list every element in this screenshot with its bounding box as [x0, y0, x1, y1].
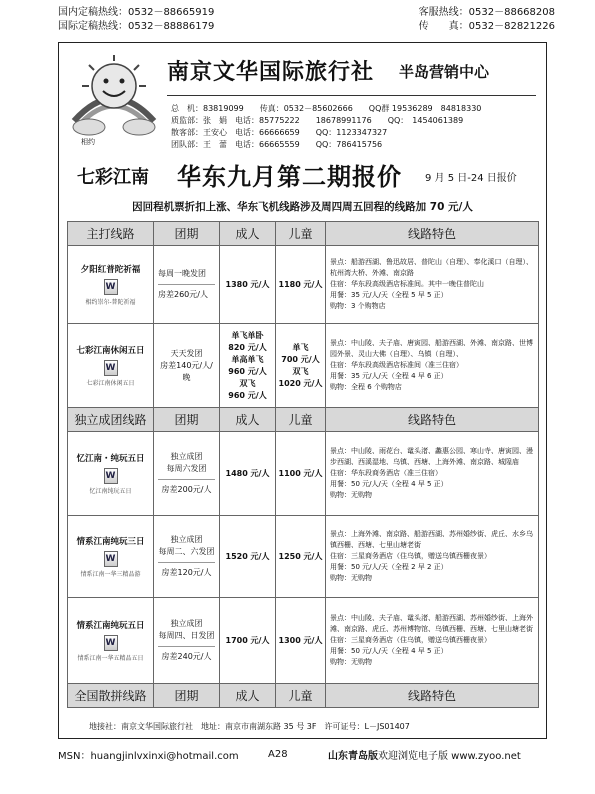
document-name[interactable]: 情系江南一华三精品游 [80, 571, 141, 578]
table-row [68, 324, 539, 408]
route-name: 忆江南・纯玩五日 [76, 454, 145, 464]
header-group: 团期 [154, 684, 220, 708]
feature-line: 景点：中山陵、夫子庙、鼋头渚、船游西湖、苏州婚纱街、上海外滩、南京路、虎丘、苏州博物馆、乌镇西栅、西塘、七里山塘老街 [330, 614, 533, 633]
feature-line: 用餐：35 元/人/天（全程 5 早 5 正） [330, 291, 448, 299]
price-line: 单飞单卧 [231, 330, 264, 340]
word-document-icon[interactable]: W [104, 551, 118, 567]
feature-line: 景点：中山陵、雨花台、鼋头渚、蠡惠公园、寒山寺、唐寅园、漫步西湖、西溪湿地、乌镇、西塘、上海外滩、南京路、城隍庙 [330, 447, 533, 466]
route-name: 七彩江南休闲五日 [76, 346, 145, 356]
price-line: 960 元/人 [228, 366, 267, 376]
feature-line: 住宿：华东段商务酒店（准三住宿） [330, 469, 442, 477]
child-price: 1300 元/人 [276, 598, 326, 684]
feature-line: 景点：上海外滩、南京路、船游西湖、苏州婚纱街、虎丘、水乡乌镇西栅、西塘、七里山塘老街 [330, 530, 533, 549]
adult-price: 1520 元/人 [220, 516, 276, 598]
table-row [68, 432, 539, 516]
price-notice: 因回程机票折扣上涨、华东飞机线路涉及周四周五回程的线路加 70 元/人 [132, 201, 473, 213]
group-type: 独立成团 [170, 619, 203, 628]
table-header-row [68, 684, 539, 708]
feature-line: 购物：无购物 [330, 658, 372, 666]
feature-line: 购物：3 个购物店 [330, 302, 386, 310]
group-type: 独立成团 [170, 535, 203, 544]
group-schedule: 天天发团 [170, 348, 203, 358]
agency-name: 南京文华国际旅行社 [167, 59, 375, 85]
document-name[interactable]: 相约崇尔-普陀祈福 [85, 299, 136, 306]
feature-line: 购物：全程 6 个购物店 [330, 383, 402, 391]
word-document-icon[interactable]: W [104, 468, 118, 484]
group-schedule: 每周一晚发团 [158, 269, 206, 278]
feature-line: 用餐：35 元/人/天（全程 4 早 6 正） [330, 372, 448, 380]
room-surcharge: 房差260元/人 [158, 284, 215, 301]
header-child: 儿童 [276, 222, 326, 246]
table-row [68, 598, 539, 684]
contact-list [171, 103, 481, 151]
child-price: 1250 元/人 [276, 516, 326, 598]
price-line: 双飞 [292, 366, 309, 376]
header-child: 儿童 [276, 408, 326, 432]
page-title: 华东九月第二期报价 [177, 162, 402, 191]
route-features [326, 432, 539, 516]
feature-line: 用餐：50 元/人/天（全程 4 早 5 正） [330, 480, 448, 488]
child-price: 1180 元/人 [276, 246, 326, 324]
agency-header [59, 43, 546, 155]
group-type: 独立成团 [170, 452, 203, 461]
feature-line: 用餐：50 元/人/天（全程 2 早 2 正） [330, 563, 448, 571]
top-hotlines [58, 6, 555, 36]
feature-line: 购物：无购物 [330, 491, 372, 499]
feature-line: 住宿：华东段高级酒店标准间（准三住宿） [330, 361, 463, 369]
table-header-row [68, 222, 539, 246]
route-name: 夕阳红普陀祈福 [80, 265, 141, 275]
header-child: 儿童 [276, 684, 326, 708]
document-name[interactable]: 七彩江南休闲五日 [86, 380, 135, 387]
website-slogan: 欢迎浏览电子版 www.zyoo.net [378, 751, 521, 762]
feature-line: 住宿：三星商务酒店（住乌镇，赠送乌镇西栅夜景） [330, 552, 491, 560]
word-document-icon[interactable]: W [104, 360, 118, 376]
room-surcharge: 房差200元/人 [158, 479, 215, 496]
route-features [326, 516, 539, 598]
feature-line: 景点：中山陵、夫子庙、唐寅园、船游西湖、外滩、南京路、世博园外景、灵山大佛（自理）、乌镇（自理）、 [330, 339, 533, 358]
header-adult: 成人 [220, 222, 276, 246]
header-route: 主打线路 [68, 222, 154, 246]
table-row [68, 246, 539, 324]
quote-date: 9 月 5 日-24 日报价 [425, 173, 517, 184]
table-header-row [68, 408, 539, 432]
child-price: 1100 元/人 [276, 432, 326, 516]
page-footer [58, 747, 547, 762]
child-price [276, 324, 326, 408]
header-features: 线路特色 [326, 222, 539, 246]
contact-row: 团队部：王 蕾 电话：66665559 QQ：786415756 [171, 140, 383, 149]
word-document-icon[interactable]: W [104, 635, 118, 651]
feature-line: 购物：无购物 [330, 574, 372, 582]
service-hotline: 客服热线：0532－88668208 [418, 7, 555, 18]
smiling-sun-icon [69, 51, 159, 141]
adult-price: 1700 元/人 [220, 598, 276, 684]
document-name[interactable]: 情系江南一华五精品五日 [77, 655, 144, 662]
adult-price: 1380 元/人 [220, 246, 276, 324]
header-group: 团期 [154, 408, 220, 432]
route-name: 情系江南纯玩五日 [76, 621, 145, 631]
feature-line: 景点：船游西湖、鲁迅故居、普陀山（自理）、奉化溪口（自理）、杭州湾大桥、外滩、南京路 [330, 258, 533, 277]
msn-contact: MSN：huangjinlvxinxi@hotmail.com [58, 751, 239, 762]
room-surcharge: 房差120元/人 [158, 562, 215, 579]
group-schedule: 每周四、日发团 [158, 631, 215, 640]
route-features [326, 598, 539, 684]
price-line: 单高单飞 [231, 354, 264, 364]
header-route: 独立成团线路 [68, 408, 154, 432]
header-divider [167, 95, 536, 96]
edition-brand: 山东青岛版 [328, 751, 378, 762]
header-group: 团期 [154, 222, 220, 246]
international-hotline: 国际定稿热线：0532－88886179 [58, 21, 215, 32]
group-schedule: 每周二、六发团 [158, 547, 215, 556]
price-table [67, 221, 539, 708]
adult-price: 1480 元/人 [220, 432, 276, 516]
price-line: 960 元/人 [228, 390, 267, 400]
header-route: 全国散拼线路 [68, 684, 154, 708]
page-number: A28 [268, 749, 288, 760]
feature-line: 用餐：50 元/人/天（全程 4 早 5 正） [330, 647, 448, 655]
domestic-hotline: 国内定稿热线：0532－88665919 [58, 7, 215, 18]
price-line: 单飞 [292, 342, 309, 352]
feature-line: 住宿：三星商务酒店（住乌镇，赠送乌镇西栅夜景） [330, 636, 491, 644]
price-line: 1020 元/人 [278, 378, 323, 388]
document-name[interactable]: 忆江南纯玩五日 [89, 488, 132, 495]
header-adult: 成人 [220, 408, 276, 432]
header-adult: 成人 [220, 684, 276, 708]
contact-row: 散客部：王安心 电话：66666659 QQ：1123347327 [171, 128, 388, 137]
room-surcharge: 房差240元/人 [158, 646, 215, 663]
brand-title: 七彩江南 [77, 167, 149, 188]
route-features [326, 324, 539, 408]
sun-caption: 相约 [81, 138, 95, 146]
price-line: 820 元/人 [228, 342, 267, 352]
adult-price [220, 324, 276, 408]
price-line: 双飞 [239, 378, 256, 388]
table-row [68, 516, 539, 598]
price-line: 700 元/人 [281, 354, 320, 364]
advertisement-frame [58, 42, 547, 739]
route-features [326, 246, 539, 324]
title-bar [59, 155, 546, 193]
contact-row: 质监部：张 娟 电话：85775222 18678991176 QQ： 1454061389 [171, 116, 464, 125]
header-features: 线路特色 [326, 408, 539, 432]
feature-line: 住宿：华东段高级酒店标准间。其中一晚住普陀山 [330, 280, 484, 288]
local-agency-address: 地接社：南京文华国际旅行社 地址：南京市南湖东路 35 号 3F 许可证号：L－JS01407 [89, 722, 410, 731]
group-schedule: 每周六发团 [166, 464, 207, 473]
header-features: 线路特色 [326, 684, 539, 708]
contact-row: 总 机：83819099 传真：0532－85602666 QQ群 19536289 84818330 [171, 104, 482, 113]
word-document-icon[interactable]: W [104, 279, 118, 295]
room-surcharge: 房差140元/人/晚 [160, 360, 213, 382]
route-name: 情系江南纯玩三日 [76, 537, 145, 547]
fax-number: 传 真：0532－82821226 [418, 21, 555, 32]
agency-subtitle: 半岛营销中心 [399, 63, 490, 81]
